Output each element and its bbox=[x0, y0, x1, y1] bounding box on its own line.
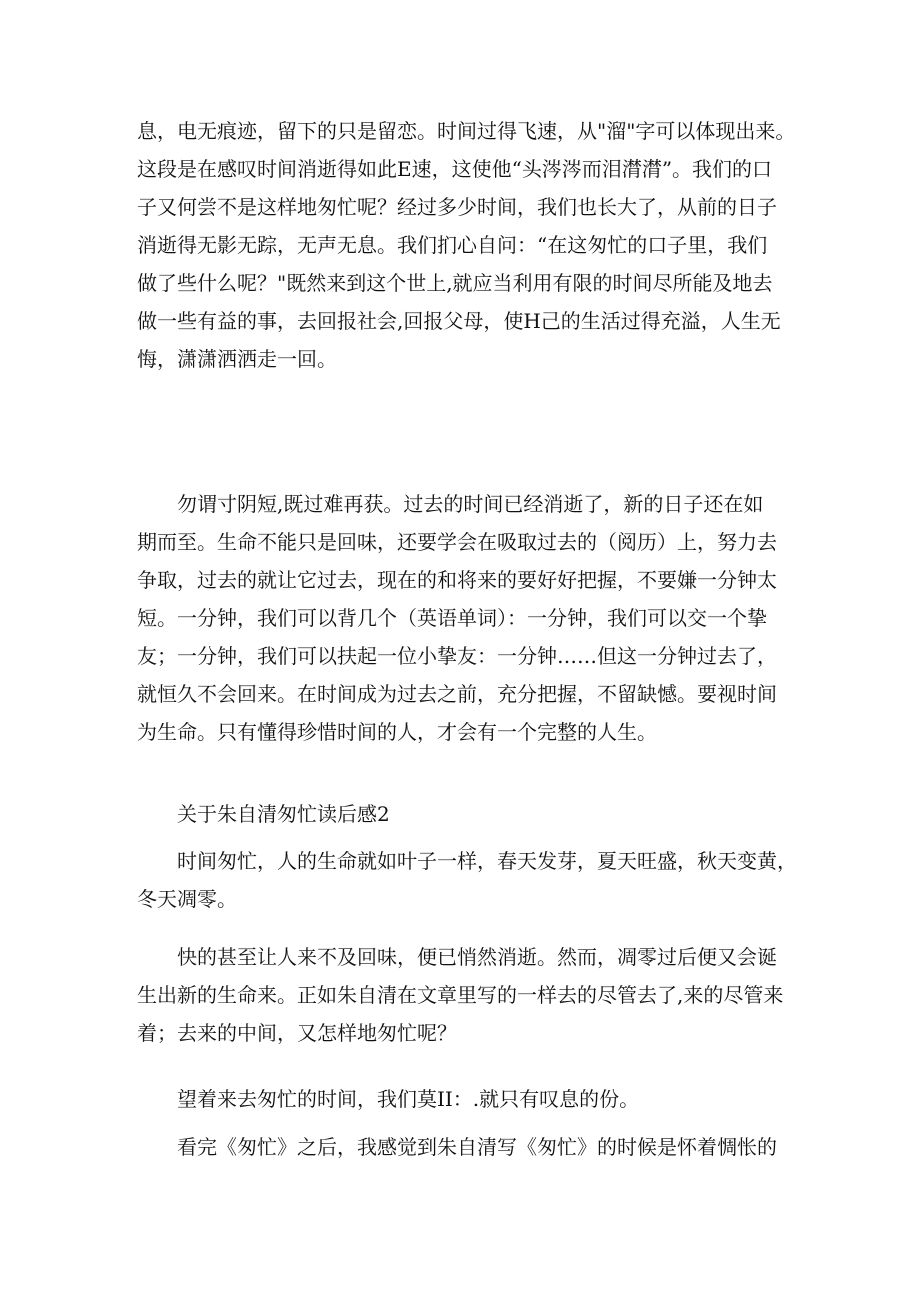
text-line: 这段是在感叹时间消逝得如此E速，这使他“头涔涔而泪潸潸”。我们的口 bbox=[137, 157, 773, 181]
heading-text: 关于朱自清匆忙读后感2 bbox=[177, 802, 390, 826]
text-line: 期而至。生命不能只是回味，还要学会在吸取过去的（阅历）上，努力去 bbox=[137, 530, 777, 554]
text-line: 时间匆忙，人的生命就如叶子一样，春天发芽，夏天旺盛，秋天变黄， bbox=[177, 849, 797, 873]
text-line: 争取，过去的就让它过去，现在的和将来的要好好把握，不要嫌一分钟太 bbox=[137, 568, 777, 592]
text-line: 着；去来的中间，又怎样地匆忙呢？ bbox=[137, 1021, 457, 1045]
paragraph-3 bbox=[137, 842, 797, 918]
text-line: 为生命。只有懂得珍惜时间的人，才会有一个完整的人生。 bbox=[137, 720, 657, 744]
text-line: 悔，潇潇洒洒走一回。 bbox=[137, 347, 337, 371]
text-line: 友；一分钟，我们可以扶起一位小挚友：一分钟……但这一分钟过去了， bbox=[137, 644, 777, 668]
text-line: 勿谓寸阴短,既过难再获。过去的时间已经消逝了，新的日子还在如 bbox=[177, 492, 764, 516]
text-line: 就恒久不会回来。在时间成为过去之前，充分把握，不留缺憾。要视时间 bbox=[137, 682, 777, 706]
text-line: 做一些有益的事，去回报社会,回报父母，使H己的生活过得充溢，人生无 bbox=[137, 309, 781, 333]
text-line: 冬天凋零。 bbox=[137, 887, 237, 911]
paragraph-1 bbox=[137, 112, 796, 378]
text-line: 望着来去匆忙的时间，我们莫II：.就只有叹息的份。 bbox=[177, 1087, 640, 1111]
paragraph-2 bbox=[137, 485, 787, 751]
text-line: 看完《匆忙》之后，我感觉到朱自清写《匆忙》的时候是怀着惆怅的 bbox=[177, 1135, 777, 1159]
text-line: 子又何尝不是这样地匆忙呢？经过多少时间，我们也长大了，从前的日子 bbox=[137, 195, 777, 219]
paragraph-6 bbox=[137, 1128, 787, 1166]
text-line: 生出新的生命来。正如朱自清在文章里写的一样去的尽管去了,来的尽管来 bbox=[137, 983, 784, 1007]
text-line: 消逝得无影无踪，无声无息。我们扪心自问：“在这匆忙的口子里，我们 bbox=[137, 233, 768, 257]
paragraph-4 bbox=[137, 938, 787, 1052]
text-line: 快的甚至让人来不及回味，便已悄然消逝。然而，凋零过后便又会诞 bbox=[177, 945, 777, 969]
text-line: 息，电无痕迹，留下的只是留恋。时间过得飞速，从"溜"字可以体现出来。 bbox=[137, 119, 796, 143]
text-line: 短。一分钟，我们可以背几个（英语单词）：一分钟，我们可以交一个挚 bbox=[137, 606, 767, 630]
paragraph-5 bbox=[137, 1080, 787, 1118]
section-heading bbox=[137, 795, 787, 833]
text-line: 做了些什么呢？"既然来到这个世上,就应当利用有限的时间尽所能及地去 bbox=[137, 271, 773, 295]
